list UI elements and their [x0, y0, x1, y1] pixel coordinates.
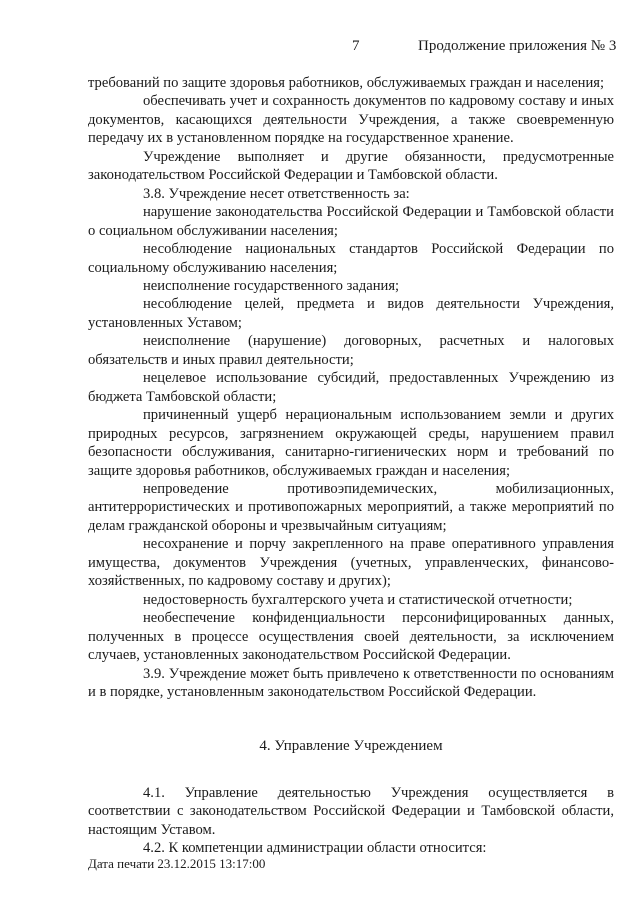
section-heading: 4. Управление Учреждением [259, 738, 443, 755]
liability-item: необеспечение конфиденциальности персонифицированных данных, полученных в процессе осуществления своей деятельности, за исключением случаев, установленных законодательством Российской Федерации. [88, 610, 614, 664]
liability-item: неисполнение государственного задания; [143, 277, 400, 294]
liability-item: непроведение противоэпидемических, мобилизационных, антитеррористических и противопожарных мероприятий, а также мероприятий по делам гражданской обороны и чрезвычайным ситуациям; [88, 480, 614, 534]
clause-4-2: 4.2. К компетенции администрации области относится: [143, 840, 487, 857]
liability-item: несоблюдение национальных стандартов Российской Федерации по социальному обслуживанию населения; [88, 241, 614, 276]
liability-item: недостоверность бухгалтерского учета и статистической отчетности; [143, 591, 573, 608]
appendix-header: Продолжение приложения № 3 [418, 38, 617, 54]
liability-item: несохранение и порчу закрепленного на праве оперативного управления имущества, документов Учреждения (учетных, управленческих, финансово-хозяйственных, по кадровому составу и других); [88, 536, 614, 590]
liability-item: нецелевое использование субсидий, предоставленных Учреждению из бюджета Тамбовской области; [88, 370, 614, 405]
document-body [88, 74, 614, 858]
liability-item: неисполнение (нарушение) договорных, расчетных и налоговых обязательств и иных правил деятельности; [88, 333, 614, 368]
paragraph: Учреждение выполняет и другие обязанности, предусмотренные законодательством Российской Федерации и Тамбовской области. [88, 148, 614, 184]
clause-3-8: 3.8. Учреждение несет ответственность за: [143, 185, 410, 202]
liability-item: несоблюдение целей, предмета и видов деятельности Учреждения, установленных Уставом; [88, 296, 614, 331]
liability-item: причиненный ущерб нерациональным использованием земли и других природных ресурсов, загрязнением окружающей среды, нарушением правил безопасности обслуживания, санитарно-гигиенических норм и требований по защите здоровья работников, обслуживаемых граждан и населения; [88, 407, 614, 479]
clause-4-1: 4.1. Управление деятельностью Учреждения осуществляется в соответствии с законодательством Российской Федерации и Тамбовской области, настоящим Уставом. [88, 784, 614, 838]
paragraph: обеспечивать учет и сохранность документов по кадровому составу и иных документов, касающихся деятельности Учреждения, а также своевременную передачу их в установленном порядке на государственное хранение. [88, 93, 614, 147]
clause-3-9: 3.9. Учреждение может быть привлечено к ответственности по основаниям и в порядке, установленным законодательством Российской Федерации. [88, 665, 614, 700]
print-date: Дата печати 23.12.2015 13:17:00 [88, 856, 266, 871]
page-number: 7 [352, 38, 360, 54]
liability-item: нарушение законодательства Российской Федерации и Тамбовской области о социальном обслуживании населения; [88, 204, 614, 239]
paragraph: требований по защите здоровья работников, обслуживаемых граждан и населения; [88, 75, 605, 91]
